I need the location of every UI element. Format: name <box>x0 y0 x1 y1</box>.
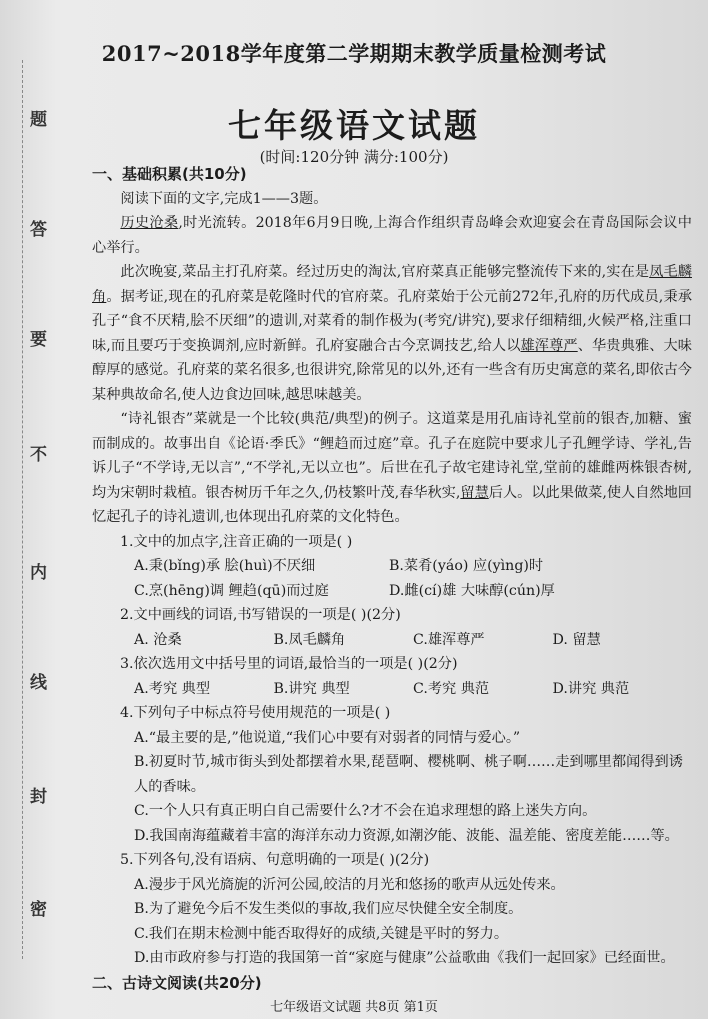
option-a: A.秉(bǐng)承 脍(huì)不厌细 <box>134 558 316 574</box>
binding-char: 封 <box>30 787 47 807</box>
question-3-stem: 3.依次选用文中括号里的词语,最恰当的一项是( )(2分) <box>120 656 458 672</box>
option-d: D.由市政府参与打造的我国第一首“家庭与健康”公益歌曲《我们一起回家》已经面世。 <box>134 950 675 966</box>
option-b: B.初夏时节,城市街头到处都摆着水果,琵琶啊、樱桃啊、桃子啊……走到哪里都闻得到诱人的香味。 <box>134 754 683 795</box>
binding-dashed-line <box>22 60 24 959</box>
binding-char: 内 <box>30 563 47 583</box>
passage-paragraph-1: 历史沧桑,时光流转。2018年6月9日晚,上海合作组织青岛峰会欢迎宴会在青岛国际会议中心举行。 <box>92 215 692 256</box>
section1-title: 一、基础积累(共10分) <box>92 165 247 183</box>
binding-char: 线 <box>30 673 47 693</box>
underlined-word-2: 凤毛麟角 <box>92 264 692 305</box>
section2-title: 二、古诗文阅读(共20分) <box>92 973 262 992</box>
passage-paragraph-3: “诗礼银杏”菜就是一个比较(典范/典型)的例子。这道菜是用孔庙诗礼堂前的银杏,加糖、蜜而制成的。故事出自《论语·季氏》“鲤趋而过庭”章。孔子在庭院中要求儿子孔鲤学诗、学礼,告诉儿子“不学诗,无以言”,“不学礼,无以立也”。后世在孔子故宅建诗礼堂,堂前的雄雌两株银杏树,均为宋朝时栽植。银杏树历千年之久,仍枝繁叶茂,春华秋实,留慧后人。以此果做菜,使人自然地回忆起孔子的诗礼遗训,也体现出孔府菜的文化特色。 <box>92 411 692 525</box>
passage-paragraph-2: 此次晚宴,菜品主打孔府菜。经过历史的淘汰,官府菜真正能够完整流传下来的,实在是凤毛麟角。据考证,现在的孔府菜是乾隆时代的官府菜。孔府菜始于公元前272年,孔府的历代成员,秉承孔子“食不厌精,脍不厌细”的遗训,对菜肴的制作极为(考究/讲究),要求仔细精细,火候严格,注重口味,而且要巧于变换调剂,应时新鲜。孔府宴融合古今烹调技艺,给人以雄浑尊严、华贵典雅、大味醇厚的感觉。孔府菜的菜名很多,也很讲究,除常见的以外,还有一些含有历史寓意的菜名,即依古今某种典故命名,使人边食边回味,越思味越美。 <box>92 264 692 403</box>
option-b: B.为了避免今后不发生类似的事故,我们应尽快健全安全制度。 <box>134 901 523 917</box>
option-a: A.考究 典型 <box>134 680 211 697</box>
option-a: A. 沧桑 <box>134 631 182 648</box>
exam-content <box>92 162 692 995</box>
option-d: D.我国南海蕴藏着丰富的海洋东动力资源,如潮汐能、波能、温差能、密度差能……等。 <box>134 827 679 844</box>
question-2-options <box>92 628 692 653</box>
question-5-stem: 5.下列各句,没有语病、句意明确的一项是( )(2分) <box>120 852 430 868</box>
binding-char: 要 <box>30 330 47 350</box>
question-1-stem: 1.文中的加点字,注音正确的一项是( ) <box>120 533 353 550</box>
instruction: 阅读下面的文字,完成1——3题。 <box>120 190 328 207</box>
option-b: B.菜肴(yáo) 应(yìng)时 <box>389 558 544 574</box>
option-d: D.雌(cí)雄 大味醇(cún)厚 <box>389 582 555 599</box>
subject-title: 七年级语文试题 <box>228 106 480 145</box>
binding-char: 答 <box>30 220 47 240</box>
option-b: B.凤毛麟角 <box>273 631 346 648</box>
binding-char: 密 <box>30 900 47 920</box>
option-b: B.讲究 典型 <box>273 680 350 697</box>
option-c: C.考究 典范 <box>413 680 490 697</box>
underlined-word-1: 历史沧桑 <box>120 215 179 231</box>
option-d: D.讲究 典范 <box>552 680 630 697</box>
underlined-word-4: 留慧 <box>460 484 489 501</box>
question-3-options <box>92 677 692 702</box>
page-footer: 七年级语文试题 共8页 第1页 <box>270 1000 438 1015</box>
question-1-options-row1 <box>92 554 692 579</box>
binding-char: 不 <box>30 445 47 465</box>
underlined-word-3: 雄浑尊严 <box>520 337 578 354</box>
option-d: D. 留慧 <box>552 631 601 648</box>
binding-char: 题 <box>30 110 47 130</box>
question-4-stem: 4.下列句子中标点符号使用规范的一项是( ) <box>120 705 391 721</box>
exam-title: 2017~2018学年度第二学期期末教学质量检测考试 <box>101 41 607 66</box>
option-c: C.我们在期末检测中能否取得好的成绩,关键是平时的努力。 <box>134 925 509 942</box>
option-c: C.雄浑尊严 <box>413 631 485 648</box>
option-a: A.漫步于风光旖旎的沂河公园,皎洁的月光和悠扬的歌声从远处传来。 <box>134 876 565 893</box>
option-c: C.一个人只有真正明白自己需要什么?才不会在追求理想的路上迷失方向。 <box>134 803 597 819</box>
option-a: A.“最主要的是,”他说道,“我们心中要有对弱者的同情与爱心。” <box>134 729 521 746</box>
exam-info: (时间:120分钟 满分:100分) <box>259 148 449 166</box>
question-1-options-row2 <box>92 579 692 604</box>
question-2-stem: 2.文中画线的词语,书写错误的一项是( )(2分) <box>120 607 401 623</box>
option-c: C.烹(hēng)调 鲤趋(qū)而过庭 <box>134 582 329 599</box>
